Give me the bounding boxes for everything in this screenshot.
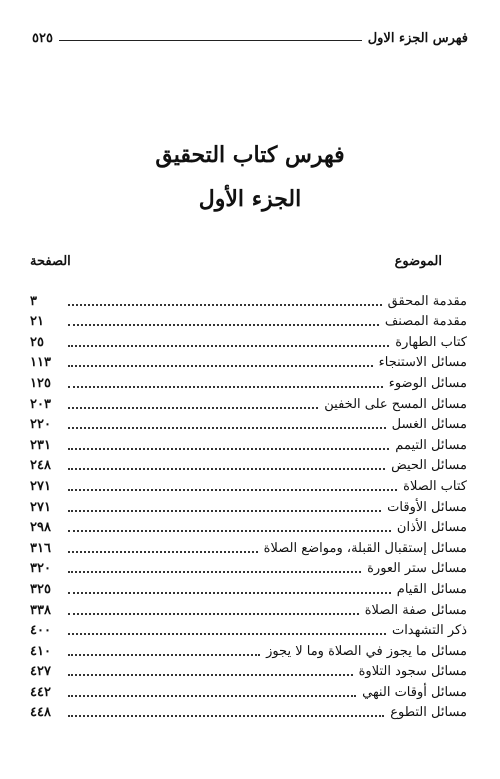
toc-entry (30, 413, 467, 434)
toc-entry-title: مسائل الأذان (396, 520, 467, 536)
toc-entry-page: ١٢٥ (30, 375, 51, 391)
toc-entry-title: مسائل الغسل (391, 417, 467, 433)
toc-entry (30, 536, 467, 557)
toc-leader-dots (68, 592, 391, 594)
toc-leader-dots (68, 654, 260, 656)
toc-entry-title: مسائل الأوقات (387, 499, 467, 515)
toc-entry-title: كتاب الطهارة (395, 334, 467, 350)
toc-leader-dots (68, 571, 361, 573)
toc-entry-title: مسائل أوقات النهي (362, 684, 467, 700)
toc-leader-dots (68, 468, 385, 470)
toc-entry (30, 680, 467, 701)
toc-entry-page: ٢١ (30, 314, 44, 330)
toc-leader-dots (68, 324, 379, 326)
toc-entry (30, 289, 467, 310)
part-title: الجزء الأول (198, 186, 302, 212)
toc-entry-title: مسائل إستقبال القبلة، ومواضع الصلاة (263, 540, 467, 556)
toc-leader-dots (68, 427, 386, 429)
toc-list (30, 289, 467, 721)
toc-leader-dots (68, 510, 381, 512)
running-title: فهرس الجزء الاول (367, 30, 468, 46)
toc-entry-title: كتاب الصلاة (403, 478, 467, 494)
toc-entry (30, 557, 467, 578)
toc-entry-title: مسائل الوضوء (388, 375, 467, 391)
toc-entry-title: مسائل المسح على الخفين (324, 396, 467, 412)
toc-leader-dots (68, 448, 389, 450)
toc-entry-page: ٤١٠ (30, 643, 51, 659)
toc-entry (30, 454, 467, 475)
toc-entry-title: مقدمة المحقق (387, 293, 467, 309)
toc-leader-dots (68, 365, 373, 367)
toc-entry-page: ٢٤٨ (30, 458, 51, 474)
toc-entry (30, 474, 467, 495)
toc-entry-page: ٢٥ (30, 334, 44, 350)
toc-entry-title: مسائل صفة الصلاة (364, 602, 467, 618)
toc-entry (30, 392, 467, 413)
toc-entry-page: ٣٢٠ (30, 561, 51, 577)
toc-entry (30, 701, 467, 722)
toc-entry-page: ٢٧١ (30, 499, 51, 515)
toc-leader-dots (68, 386, 383, 388)
toc-leader-dots (68, 551, 258, 553)
toc-entry-title: مسائل الاستنجاء (378, 355, 467, 371)
toc-entry-page: ٤٤٨ (30, 705, 51, 721)
toc-entry (30, 330, 467, 351)
book-title: فهرس كتاب التحقيق (155, 142, 345, 168)
toc-leader-dots (68, 633, 386, 635)
toc-entry-page: ٣ (30, 293, 37, 309)
toc-entry (30, 495, 467, 516)
toc-entry-page: ٣١٦ (30, 540, 51, 556)
toc-entry-title: مسائل سجود التلاوة (358, 664, 467, 680)
toc-leader-dots (68, 407, 318, 409)
toc-entry (30, 619, 467, 640)
toc-entry (30, 371, 467, 392)
toc-entry-page: ٣٢٥ (30, 581, 51, 597)
toc-entry-page: ٣٣٨ (30, 602, 51, 618)
toc-leader-dots (68, 674, 353, 676)
toc-entry-page: ٢٢٠ (30, 417, 51, 433)
toc-entry-title: مسائل الحيض (391, 458, 467, 474)
running-header (32, 28, 468, 48)
toc-entry (30, 516, 467, 537)
toc-entry-page: ٢٣١ (30, 437, 51, 453)
column-header-page: الصفحة (30, 254, 71, 269)
toc-entry-page: ٤٠٠ (30, 623, 51, 639)
toc-entry (30, 598, 467, 619)
toc-entry (30, 660, 467, 681)
toc-entry (30, 351, 467, 372)
toc-entry-title: مسائل التيمم (395, 437, 467, 453)
column-header-topic: الموضوع (394, 254, 442, 269)
toc-entry-title: مسائل ستر العورة (367, 561, 467, 577)
page-number: ٥٢٥ (32, 30, 53, 46)
toc-entry-title: مقدمة المصنف (384, 314, 467, 330)
toc-entry (30, 577, 467, 598)
header-rule (59, 40, 362, 41)
toc-entry-page: ٤٢٧ (30, 664, 51, 680)
toc-leader-dots (68, 613, 359, 615)
toc-entry-title: مسائل ما يجوز في الصلاة وما لا يجوز (266, 643, 467, 659)
toc-leader-dots (68, 345, 389, 347)
toc-entry-title: مسائل التطوع (390, 705, 467, 721)
toc-entry-title: ذكر التشهدات (391, 623, 467, 639)
toc-entry-page: ٢٠٣ (30, 396, 51, 412)
toc-entry-page: ٢٩٨ (30, 520, 51, 536)
toc-leader-dots (68, 304, 382, 306)
toc-leader-dots (68, 530, 391, 532)
toc-leader-dots (68, 715, 384, 717)
toc-entry-title: مسائل القيام (396, 581, 467, 597)
toc-entry-page: ٢٧١ (30, 478, 51, 494)
toc-leader-dots (68, 489, 397, 491)
toc-entry (30, 639, 467, 660)
toc-entry (30, 433, 467, 454)
toc-entry (30, 310, 467, 331)
toc-leader-dots (68, 695, 356, 697)
toc-entry-page: ٤٤٢ (30, 684, 51, 700)
toc-entry-page: ١١٣ (30, 355, 51, 371)
